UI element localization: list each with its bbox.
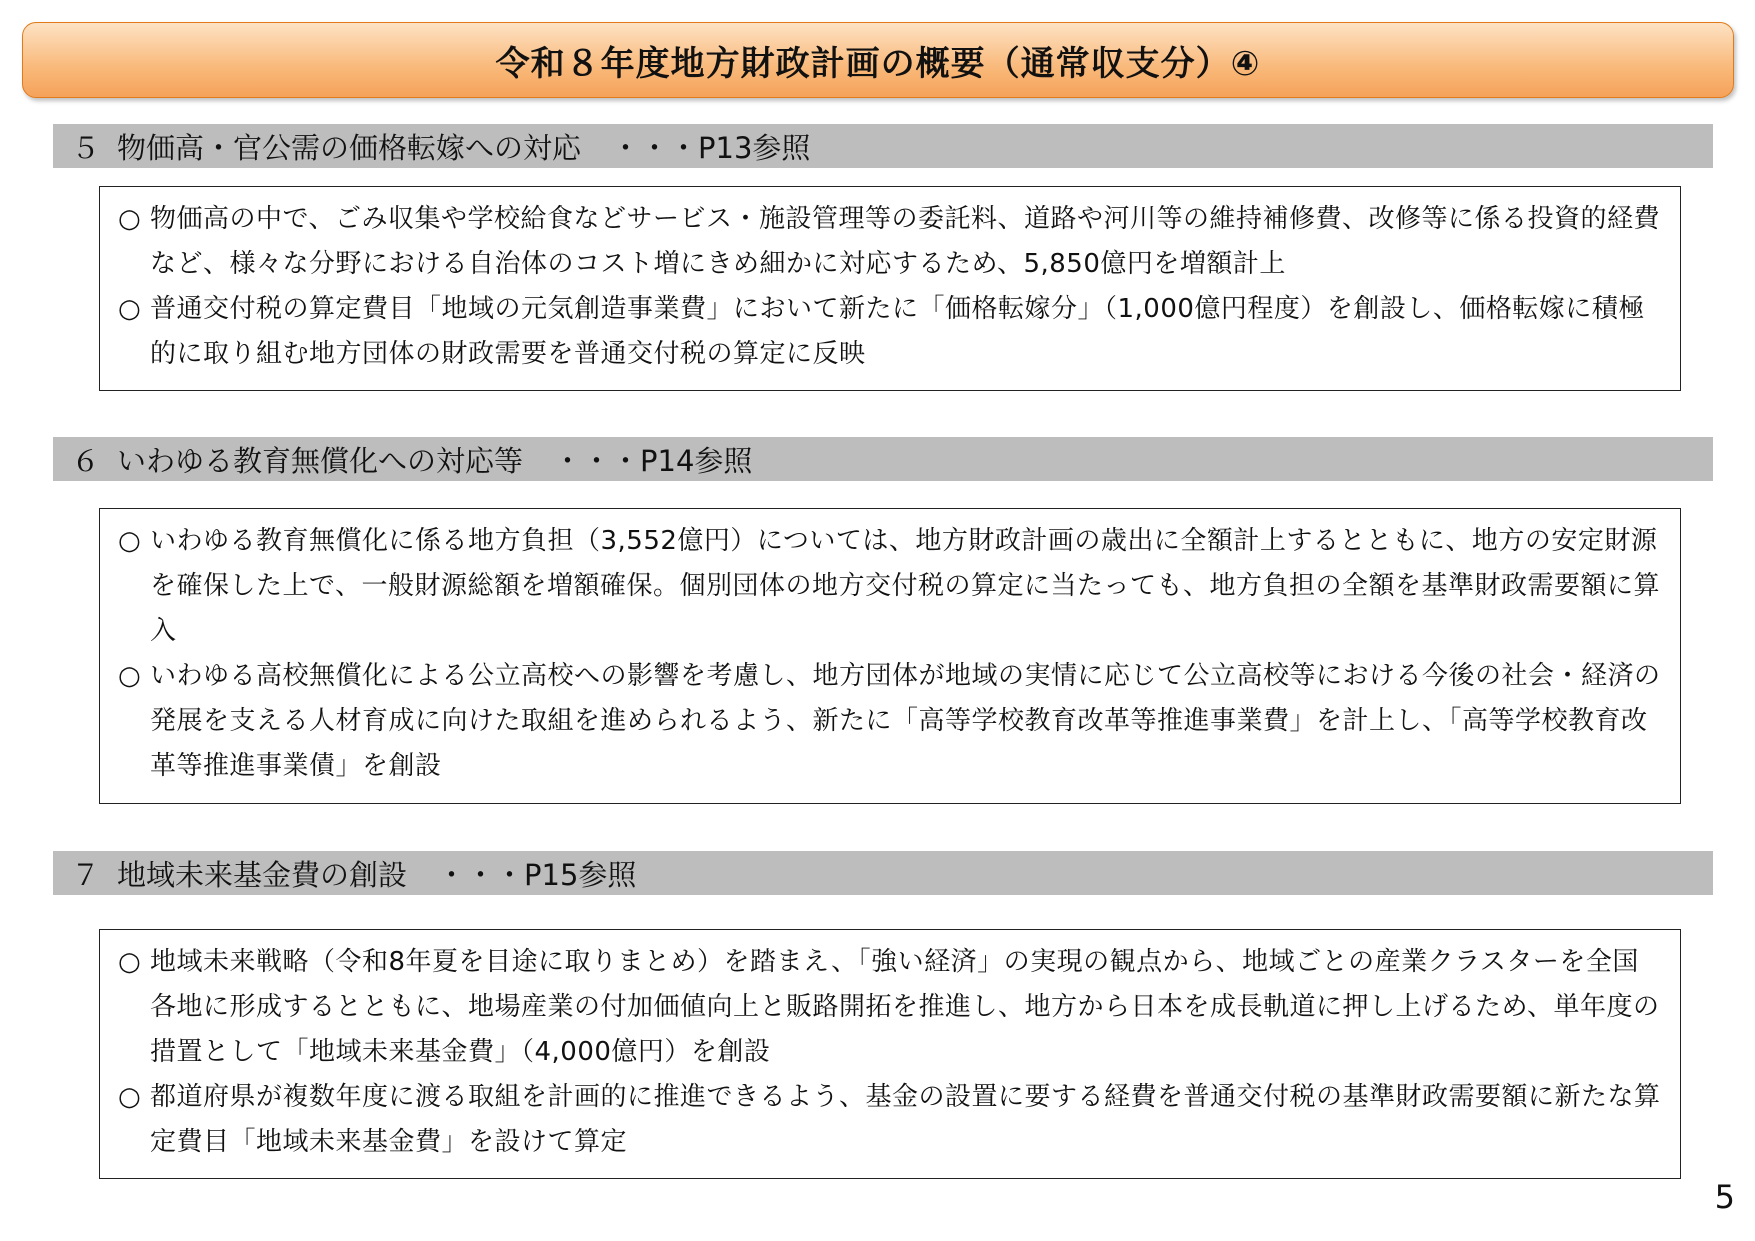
section-heading: 物価高・官公需の価格転嫁への対応	[117, 130, 582, 165]
item-text: いわゆる高校無償化による公立高校への影響を考慮し、地方団体が地域の実情に応じて公立高校等における今後の社会・経済の発展を支える人材育成に向けた取組を進められるよう、新たに「高等学校教育改革等推進事業費」を計上し、「高等学校教育改革等推進事業債」を創設	[150, 661, 1661, 781]
section-heading: いわゆる教育無償化への対応等	[117, 443, 524, 478]
circle-bullet-icon: ○	[118, 526, 142, 556]
section-number: ６	[71, 443, 101, 478]
item-text: 物価高の中で、ごみ収集や学校給食などサービス・施設管理等の委託料、道路や河川等の維持補修費、改修等に係る投資的経費など、様々な分野における自治体のコスト増にきめ細かに対応するため、5,850億円を増額計上	[150, 204, 1660, 279]
section-number: ７	[71, 857, 101, 892]
item-text: いわゆる教育無償化に係る地方負担（3,552億円）については、地方財政計画の歳出に全額計上するとともに、地方の安定財源を確保した上で、一般財源総額を増額確保。個別団体の地方交付税の算定に当たっても、地方負担の全額を基準財政需要額に算入	[150, 526, 1660, 646]
circle-bullet-icon: ○	[118, 294, 142, 324]
slide-title-banner	[22, 22, 1734, 98]
item-text: 地域未来戦略（令和8年夏を目途に取りまとめ）を踏まえ、「強い経済」の実現の観点から、地域ごとの産業クラスターを全国各地に形成するとともに、地場産業の付加価値向上と販路開拓を推進し、地方から日本を成長軌道に押し上げるため、単年度の措置として「地域未来基金費」（4,000億円）を創設	[150, 947, 1660, 1067]
list-item	[118, 654, 1662, 789]
circle-bullet-icon: ○	[118, 947, 142, 977]
slide-title: 令和８年度地方財政計画の概要（通常収支分）④	[495, 43, 1261, 84]
section-page-ref: ・・・P15参照	[437, 857, 637, 892]
circle-bullet-icon: ○	[118, 1082, 142, 1112]
section-box-7	[99, 929, 1681, 1179]
circle-bullet-icon: ○	[118, 204, 142, 234]
section-box-5	[99, 186, 1681, 391]
section-heading: 地域未来基金費の創設	[117, 857, 408, 892]
item-text: 普通交付税の算定費目「地域の元気創造事業費」において新たに「価格転嫁分」（1,000億円程度）を創設し、価格転嫁に積極的に取り組む地方団体の財政需要を普通交付税の算定に反映	[150, 294, 1645, 369]
list-item	[118, 197, 1662, 287]
section-header-5	[53, 124, 1713, 168]
section-header-7	[53, 851, 1713, 895]
circle-bullet-icon: ○	[118, 661, 142, 691]
page-number: 5	[1714, 1178, 1735, 1216]
section-header-6	[53, 437, 1713, 481]
list-item	[118, 287, 1662, 377]
item-text: 都道府県が複数年度に渡る取組を計画的に推進できるよう、基金の設置に要する経費を普通交付税の基準財政需要額に新たな算定費目「地域未来基金費」を設けて算定	[150, 1082, 1661, 1157]
list-item	[118, 519, 1662, 654]
section-page-ref: ・・・P14参照	[553, 443, 753, 478]
list-item	[118, 1075, 1662, 1165]
list-item	[118, 940, 1662, 1075]
section-box-6	[99, 508, 1681, 804]
section-page-ref: ・・・P13参照	[611, 130, 811, 165]
section-number: ５	[71, 130, 101, 165]
